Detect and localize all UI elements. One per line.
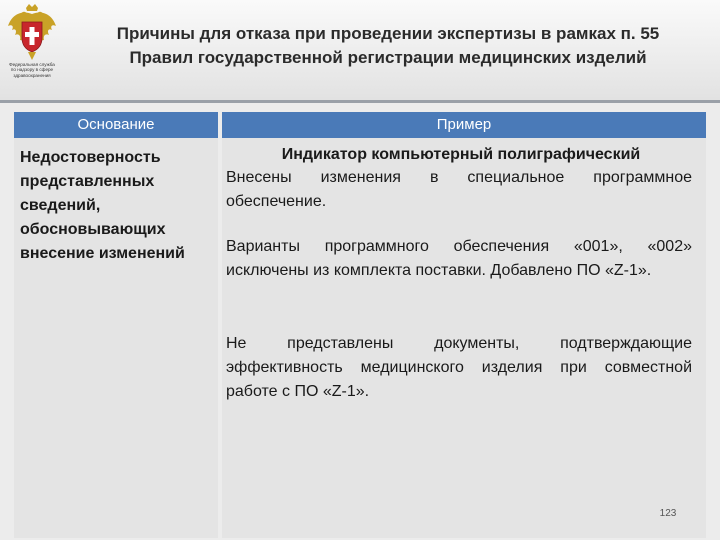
- example-paragraph-3: Не представлены документы, подтверждающие эффективность медицинского изделия при совместной работе с ПО «Z-1».: [226, 335, 692, 400]
- column-header-reason: Основание: [14, 112, 218, 138]
- double-headed-eagle-emblem-icon: [4, 2, 60, 98]
- example-paragraph-1: Внесены изменения в специальное программное обеспечение.: [226, 169, 692, 210]
- reason-text: Недостоверность представленных сведений, обосновывающих внесение изменений: [20, 149, 185, 262]
- example-title: Индикатор компьютерный полиграфический: [281, 146, 641, 163]
- page-title-line-2: Правил государственной регистрации медицинских изделий: [129, 48, 647, 67]
- header-divider: [0, 100, 720, 103]
- page-number: 123: [659, 508, 677, 519]
- example-paragraph-2: Варианты программного обеспечения «001», «002» исключены из комплекта поставки. Добавлено ПО «Z-1».: [226, 238, 692, 279]
- column-header-example: Пример: [222, 112, 706, 138]
- logo-caption: Федеральная служба по надзору в сфере здравоохранения: [9, 62, 55, 78]
- page-title: [62, 22, 714, 70]
- page-title-line-1: Причины для отказа при проведении экспертизы в рамках п. 55: [116, 24, 660, 43]
- slide-header: [0, 0, 720, 100]
